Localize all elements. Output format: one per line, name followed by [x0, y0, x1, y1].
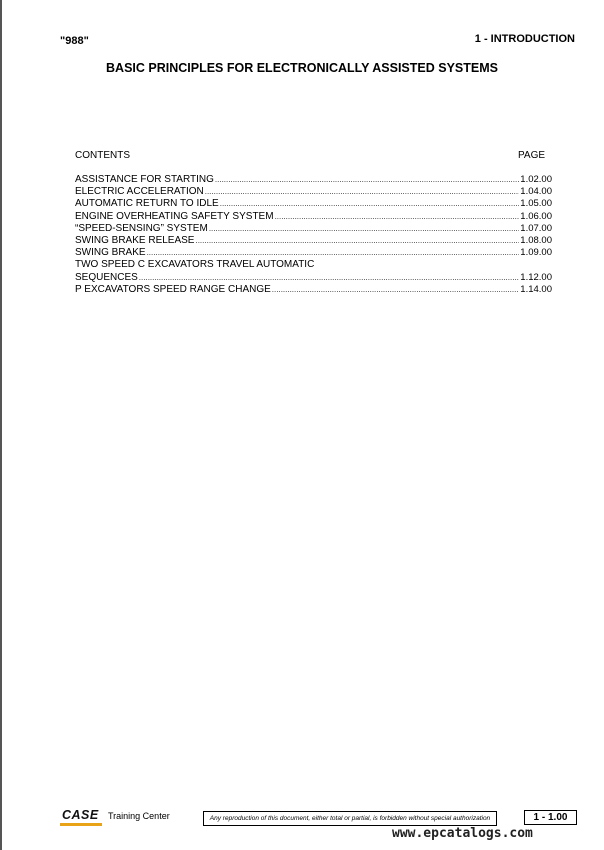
- toc-entry-page: 1.07.00: [520, 222, 552, 234]
- toc-entry-page: 1.12.00: [520, 271, 552, 283]
- section-label: 1 - INTRODUCTION: [474, 33, 575, 45]
- toc-entry-title: TWO SPEED C EXCAVATORS TRAVEL AUTOMATIC: [75, 259, 315, 271]
- toc-entry[interactable]: [75, 272, 552, 284]
- watermark-url: www.epcatalogs.com: [392, 826, 533, 841]
- toc-entry-title: SWING BRAKE RELEASE: [75, 234, 195, 246]
- table-of-contents: [75, 174, 552, 296]
- toc-entry-page: 1.14.00: [520, 283, 552, 295]
- toc-leader-dots: [220, 198, 520, 210]
- model-label: "988": [60, 35, 89, 47]
- toc-entry[interactable]: [75, 235, 552, 247]
- toc-entry-title: ENGINE OVERHEATING SAFETY SYSTEM: [75, 210, 274, 222]
- toc-leader-dots: [139, 272, 520, 284]
- toc-entry[interactable]: [75, 198, 552, 210]
- toc-entry-page: 1.05.00: [520, 198, 552, 210]
- toc-leader-dots: [272, 284, 520, 296]
- toc-entry[interactable]: [75, 247, 552, 259]
- toc-entry-page: 1.04.00: [520, 186, 552, 198]
- logo-accent-bar: [60, 823, 102, 826]
- toc-leader-dots: [215, 174, 519, 186]
- left-margin-rule: [0, 0, 2, 850]
- case-logo: CASE: [62, 808, 99, 822]
- toc-entry-title: “SPEED-SENSING” SYSTEM: [75, 222, 208, 234]
- toc-entry[interactable]: [75, 186, 552, 198]
- toc-entry-page: 1.06.00: [520, 210, 552, 222]
- toc-entry-title: ELECTRIC ACCELERATION: [75, 186, 204, 198]
- toc-leader-dots: [275, 211, 520, 223]
- toc-entry[interactable]: [75, 211, 552, 223]
- toc-entry[interactable]: [75, 284, 552, 296]
- contents-heading: CONTENTS: [75, 150, 130, 161]
- toc-leader-dots: [209, 223, 519, 235]
- toc-entry-title: P EXCAVATORS SPEED RANGE CHANGE: [75, 283, 271, 295]
- toc-leader-dots: [147, 247, 520, 259]
- toc-entry-heading[interactable]: [75, 259, 552, 271]
- toc-entry[interactable]: [75, 223, 552, 235]
- training-center-label: Training Center: [108, 811, 170, 821]
- toc-entry-title: AUTOMATIC RETURN TO IDLE: [75, 198, 219, 210]
- toc-entry-page: 1.02.00: [520, 174, 552, 185]
- toc-entry-page: 1.09.00: [520, 247, 552, 259]
- toc-entry-page: 1.08.00: [520, 234, 552, 246]
- copyright-notice: Any reproduction of this document, either total or partial, is forbidden without special authorization: [203, 811, 497, 826]
- toc-entry-title: SWING BRAKE: [75, 247, 146, 259]
- page-column-heading: PAGE: [518, 150, 546, 161]
- toc-leader-dots: [195, 235, 519, 247]
- page-number: 1 - 1.00: [524, 810, 577, 825]
- page-title: BASIC PRINCIPLES FOR ELECTRONICALLY ASSISTED SYSTEMS: [106, 61, 498, 75]
- toc-entry[interactable]: [75, 174, 552, 186]
- toc-entry-title: SEQUENCES: [75, 271, 138, 283]
- toc-entry-title: ASSISTANCE FOR STARTING: [75, 174, 214, 185]
- toc-leader-dots: [205, 186, 520, 198]
